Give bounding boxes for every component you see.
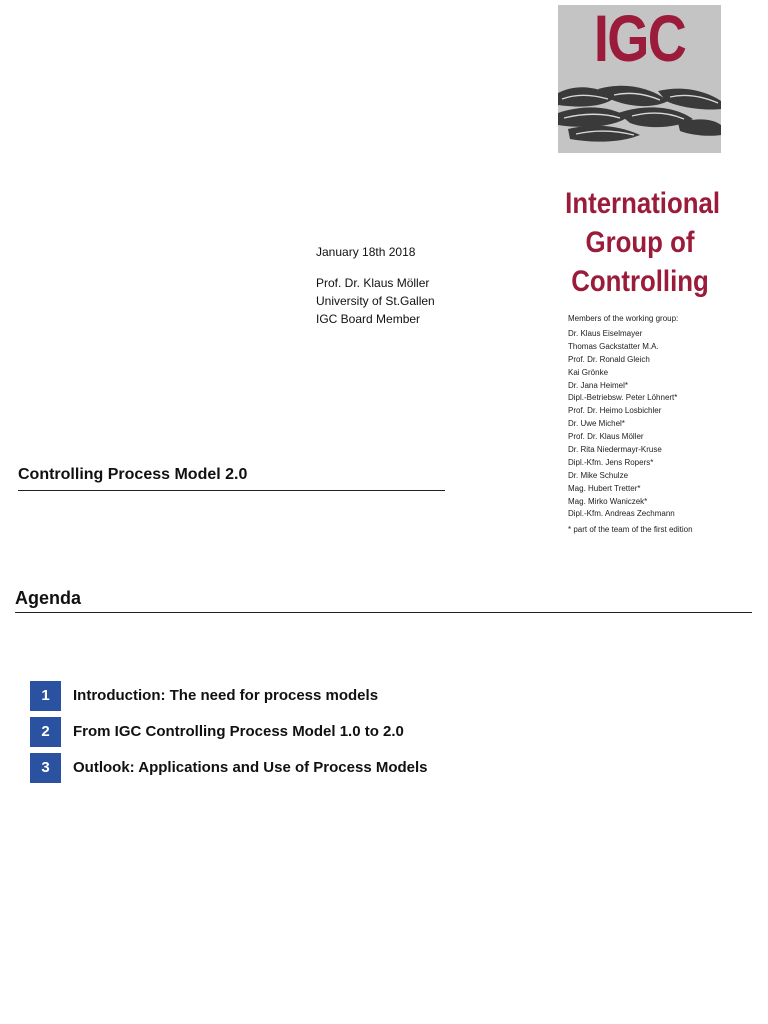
member-name: Dipl.-Betriebsw. Peter Löhnert* — [568, 393, 678, 403]
organization-line: Group of — [585, 226, 695, 259]
presentation-date: January 18th 2018 — [316, 245, 416, 259]
agenda-item — [30, 753, 530, 783]
member-name: Dr. Klaus Eiselmayer — [568, 329, 643, 338]
member-name: Prof. Dr. Klaus Möller — [568, 432, 644, 442]
organization-line: Controlling — [571, 265, 709, 298]
organization-line: International — [565, 187, 720, 220]
member-name: Dr. Uwe Michel* — [568, 419, 625, 429]
agenda-item-label: Introduction: The need for process models — [73, 687, 379, 704]
author-line: Prof. Dr. Klaus Möller — [316, 276, 430, 290]
member-name: Mag. Mirko Waniczek* — [568, 496, 648, 506]
agenda-number-badge: 1 — [30, 681, 61, 711]
agenda-divider — [15, 612, 752, 613]
author-block — [316, 274, 435, 328]
member-name: Dr. Rita Niedermayr-Kruse — [568, 445, 662, 455]
agenda-item-label: Outlook: Applications and Use of Process Models — [73, 759, 428, 776]
members-footnote: * part of the team of the first edition — [568, 525, 693, 535]
member-name: Dr. Jana Heimel* — [568, 380, 629, 390]
agenda-item-label: From IGC Controlling Process Model 1.0 to 2.0 — [73, 723, 404, 740]
member-name: Kai Grönke — [568, 367, 609, 377]
member-name: Prof. Dr. Ronald Gleich — [568, 354, 650, 364]
member-name: Dr. Mike Schulze — [568, 470, 629, 480]
members-heading: Members of the working group: — [568, 314, 679, 323]
author-line: IGC Board Member — [316, 312, 421, 326]
presentation-title: Controlling Process Model 2.0 — [18, 466, 248, 483]
member-name: Dipl.-Kfm. Andreas Zechmann — [568, 509, 675, 519]
title-divider — [18, 490, 445, 491]
agenda-item — [30, 717, 530, 747]
member-name: Thomas Gackstatter M.A. — [568, 341, 659, 351]
author-line: University of St.Gallen — [316, 294, 435, 308]
member-name: Prof. Dr. Heimo Losbichler — [568, 406, 662, 416]
logo-text: IGC — [593, 5, 686, 75]
organization-name — [565, 184, 720, 301]
members-list — [568, 313, 763, 537]
rope-icon — [558, 83, 721, 145]
igc-logo — [558, 5, 721, 153]
member-name: Dipl.-Kfm. Jens Ropers* — [568, 457, 654, 467]
agenda-number-badge: 3 — [30, 753, 61, 783]
agenda-item — [30, 681, 530, 711]
member-name: Mag. Hubert Tretter* — [568, 483, 641, 493]
agenda-heading: Agenda — [15, 588, 82, 608]
agenda-number-badge: 2 — [30, 717, 61, 747]
